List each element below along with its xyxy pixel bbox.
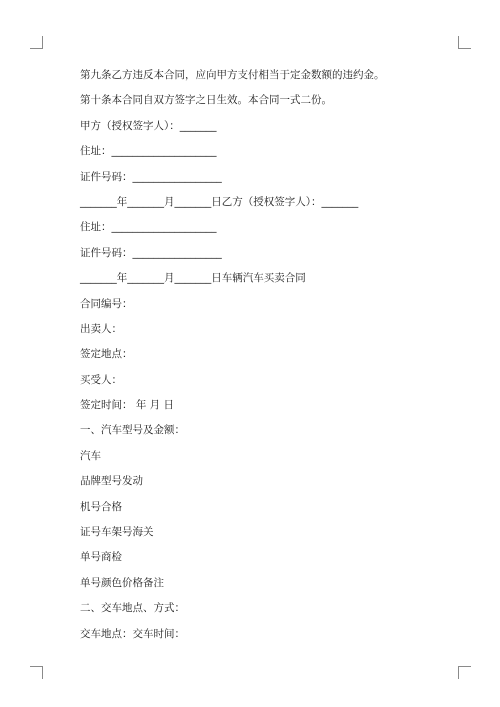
seller: 出卖人：	[80, 322, 122, 335]
delivery-place-time: 交车地点：交车时间：	[80, 627, 185, 640]
corner-mark-bottom-left	[30, 666, 43, 679]
corner-mark-bottom-right	[458, 666, 471, 679]
party-a-address: 住址：____________________	[80, 145, 217, 158]
date-contract-title: _______年_______月_______日车辆汽车买卖合同	[80, 272, 306, 285]
inspection-line: 单号商检	[80, 551, 122, 564]
contract-number: 合同编号：	[80, 297, 133, 310]
document-body	[80, 67, 420, 651]
corner-mark-top-right	[458, 36, 471, 49]
corner-mark-top-left	[30, 36, 43, 49]
party-b-address: 住址：____________________	[80, 221, 217, 234]
party-b-id-number: 证件号码：_________________	[80, 246, 222, 259]
vehicle-line: 汽车	[80, 449, 101, 462]
signing-time: 签定时间： 年 月 日	[80, 399, 175, 412]
color-price-remarks-line: 单号颜色价格备注	[80, 576, 164, 589]
brand-model-engine-line: 品牌型号发动	[80, 475, 143, 488]
date-party-b-signatory: _______年_______月_______日乙方（授权签字人）：_______	[80, 195, 359, 208]
section-two-heading: 二、交车地点、方式：	[80, 602, 185, 615]
clause-ten: 第十条本合同自双方签字之日生效。本合同一式二份。	[80, 94, 332, 107]
clause-nine: 第九条乙方违反本合同，应向甲方支付相当于定金数额的违约金。	[80, 69, 385, 81]
buyer: 买受人：	[80, 373, 122, 386]
party-a-id-number: 证件号码：_________________	[80, 170, 222, 183]
section-one-heading: 一、汽车型号及金额：	[80, 424, 185, 437]
party-a-signatory: 甲方（授权签字人）：_______	[80, 119, 217, 132]
certificate-frame-customs-line: 证号车架号海关	[80, 526, 154, 539]
engine-number-certificate-line: 机号合格	[80, 500, 122, 513]
signing-place: 签定地点：	[80, 348, 133, 361]
